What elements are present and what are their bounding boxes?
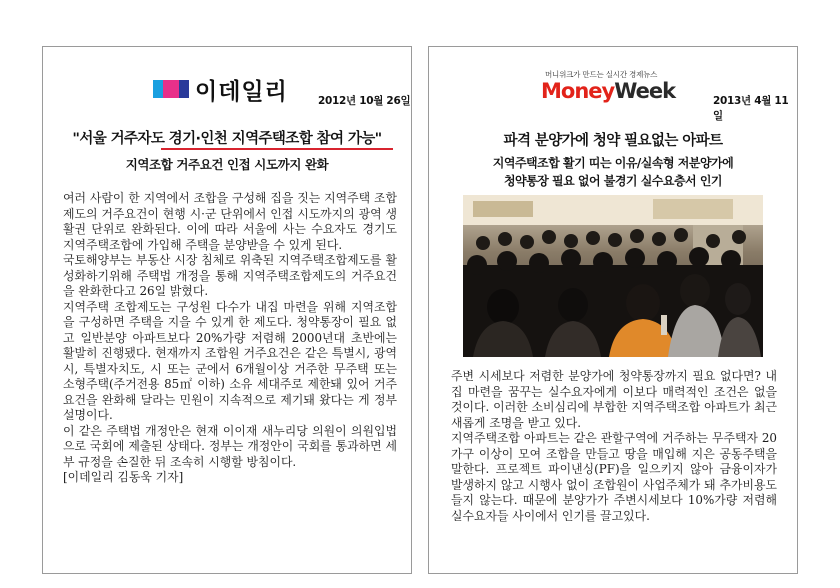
moneyweek-subheadline-1: 지역주택조합 활기 띠는 이유/실속형 저분양가에 — [492, 156, 734, 170]
article-byline: [이데일리 김동욱 기자] — [63, 470, 184, 484]
edaily-subheadline: 지역조합 거주요건 인접 시도까지 완화 — [125, 157, 329, 172]
moneyweek-logo — [541, 79, 675, 103]
edaily-date: 2012년 10월 26일 — [318, 95, 411, 107]
crowd-photo — [463, 195, 763, 357]
headline-underline — [161, 148, 393, 150]
moneyweek-subheadline-2: 청약통장 필요 없어 불경기 실수요층서 인기 — [503, 174, 723, 188]
article-paragraph: 지역주택 조합제도는 구성원 다수가 내집 마련을 위해 지역조합을 구성하면 주택을 지을 수 있게 한 제도다. 청약통장이 필요 없고 일반분양 아파트보다 20%가량 저렴해 2000년대 초반에는 활발히 진행됐다. 현재까지 조합원 거주요건은 같은 특별시, 광역시, 특별자치도, 시 또는 군에서 6개월이상 거주한 무주택 또는 소형주택(주거전용 85㎡ 이하) 소유 세대주로 제한돼 있어 거주요건을 완화해 달라는 민원이 지속적으로 제기돼 왔다는 게 정부 설명이다. — [63, 299, 397, 422]
moneyweek-logo-week: Week — [614, 79, 676, 103]
crowd-photo-image — [463, 195, 763, 357]
edaily-headline: "서울 거주자도 경기·인천 지역주택조합 참여 가능" — [72, 131, 382, 147]
article-paragraph: 주변 시세보다 저렴한 분양가에 청약통장까지 필요 없다면? 내 집 마련을 꿈꾸는 실수요자에게 이보다 매력적인 조건은 없을 것이다. 이러한 소비심리에 부합한 지역주택조합 아파트가 최근 새롭게 조명을 받고 있다. — [451, 369, 777, 430]
edaily-logo — [153, 75, 288, 103]
moneyweek-logo-money: Money — [541, 79, 615, 103]
moneyweek-headline: 파격 분양가에 청약 필요없는 아파트 — [503, 133, 723, 149]
moneyweek-date: 2013년 4월 11일 — [713, 95, 789, 122]
edaily-article-body — [63, 191, 397, 486]
edaily-logo-mark-icon — [153, 80, 189, 98]
article-paragraph: 이 같은 주택법 개정안은 현재 이이재 새누리당 의원이 의원입법으로 국회에 제출된 상태다. 정부는 개정안이 국회를 통과하면 세부 규정을 손질한 뒤 조속히 시행할 방침이다. — [63, 423, 397, 469]
moneyweek-article-body — [451, 369, 777, 524]
article-clipping-moneyweek — [428, 46, 798, 574]
moneyweek-tagline: 머니위크가 만드는 실시간 경제뉴스 — [545, 70, 658, 79]
article-paragraph: 국토해양부는 부동산 시장 침체로 위축된 지역주택조합제도를 활성화하기위해 주택법 개정을 통해 지역주택조합제도의 거주요건을 완화한다고 26일 밝혔다. — [63, 253, 397, 298]
article-clipping-edaily — [42, 46, 412, 574]
article-paragraph: 지역주택조합 아파트는 같은 관할구역에 거주하는 무주택자 20가구 이상이 모여 조합을 만들고 땅을 매입해 지은 공동주택을 말한다. 프로젝트 파이낸싱(PF)을 일으키지 않아 금융이자가 발생하지 않고 시행사 없이 조합원이 사업주체가 돼 추가비용도 들지 않는다. 때문에 분양가가 주변시세보다 10%가량 저렴해 실수요자들 사이에서 인기를 끌고있다. — [451, 431, 777, 523]
edaily-logo-text: 이데일리 — [195, 78, 288, 105]
article-paragraph: 여러 사람이 한 지역에서 조합을 구성해 집을 짓는 지역주택 조합제도의 거주요건이 현행 시·군 단위에서 인접 시도까지의 광역 생활권 단위로 완화된다. 이에 따라 서울에 사는 수요자도 경기도 지역주택조합에 가입해 주택을 분양받을 수 있게 된다. — [63, 191, 397, 252]
